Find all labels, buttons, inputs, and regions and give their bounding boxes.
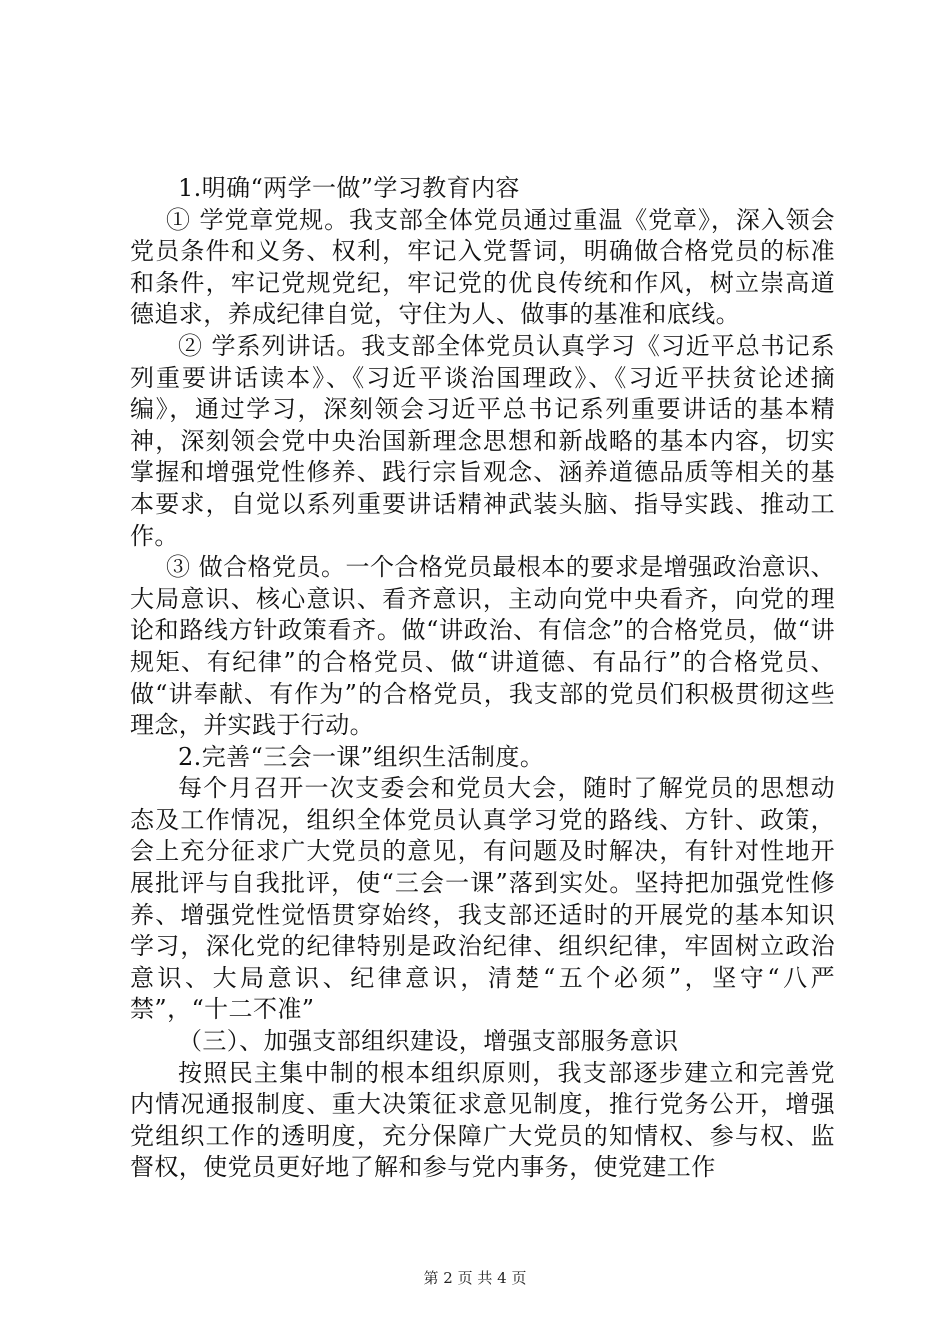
section-heading-1: 1.明确“两学一做”学习教育内容 (178, 174, 520, 202)
paragraph-study-party-constitution: ① 学党章党规。我支部全体党员通过重温《党章》，深入领会党员条件和义务、权利，牢记入党誓词，明确做合格党员的标准和条件，牢记党规党纪，牢记党的优良传统和作风，树立崇高道德追求，养成纪律自觉，守住为人、做事的基准和底线。 (130, 205, 835, 329)
paragraph-qualified-member: ③ 做合格党员。一个合格党员最根本的要求是增强政治意识、大局意识、核心意识、看齐意识，主动向党中央看齐，向党的理论和路线方针政策看齐。做“讲政治、有信念”的合格党员，做“讲规矩、有纪律”的合格党员、做“讲道德、有品行”的合格党员、做“讲奉献、有作为”的合格党员，我支部的党员们积极贯彻这些理念，并实践于行动。 (130, 553, 835, 740)
section-heading-2: 2.完善“三会一课”组织生活制度。 (178, 742, 545, 771)
paragraph-study-speeches: ② 学系列讲话。我支部全体党员认真学习《习近平总书记系列重要讲话读本》、《习近平谈治国理政》、《习近平扶贫论述摘编》，通过学习，深刻领会习近平总书记系列重要讲话的基本精神，深刻领会党中央治国新理念思想和新战略的基本内容，切实掌握和增强党性修养、践行宗旨观念、涵养道德品质等相关的基本要求，自觉以系列重要讲话精神武装头脑、指导实践、推动工作。 (130, 331, 835, 550)
page-number-footer: 第 2 页 共 4 页 (423, 1269, 527, 1287)
section-heading-3: （三）、加强支部组织建设，增强支部服务意识 (178, 1027, 679, 1056)
paragraph-democratic-centralism: 按照民主集中制的根本组织原则，我支部逐步建立和完善党内情况通报制度、重大决策征求意见制度，推行党务公开，增强党组织工作的透明度，充分保障广大党员的知情权、参与权、监督权，使党员更好地了解和参与党内事务，使党建工作 (130, 1058, 835, 1182)
document-body (130, 173, 835, 1184)
paragraph-monthly-meetings: 每个月召开一次支委会和党员大会，随时了解党员的思想动态及工作情况，组织全体党员认真学习党的路线、方针、政策，会上充分征求广大党员的意见，有问题及时解决，有针对性地开展批评与自我批评，使“三会一课”落到实处。坚持把加强党性修养、增强党性觉悟贯穿始终，我支部还适时的开展党的基本知识学习，深化党的纪律特别是政治纪律、组织纪律，牢固树立政治意识、大局意识、纪律意识，清楚“五个必须”，坚守“八严禁”，“十二不准” (130, 774, 835, 1024)
